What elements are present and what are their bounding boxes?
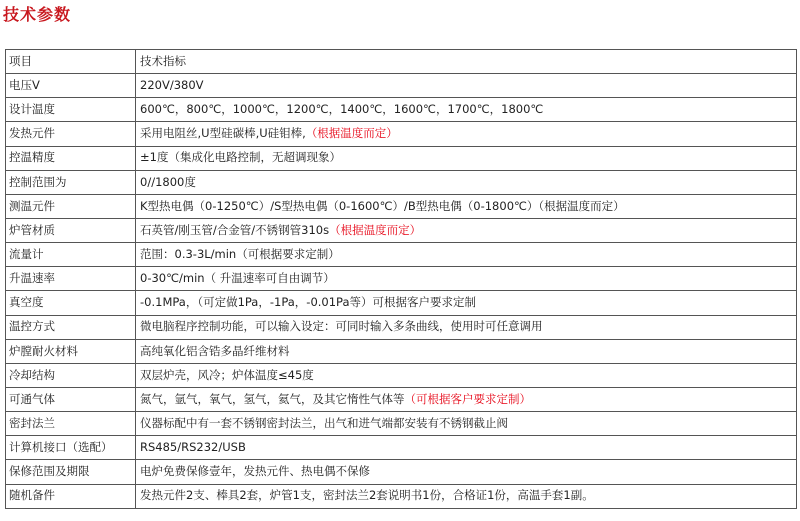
table-row xyxy=(6,170,797,194)
row-value-text: 氮气，氩气，氧气，氢气，氦气，及其它惰性气体等 xyxy=(140,391,405,406)
row-value xyxy=(136,460,797,484)
row-value-text: 双层炉壳，风冷；炉体温度≤45度 xyxy=(140,367,314,382)
row-label: 炉膛耐火材料 xyxy=(6,339,136,363)
table-row xyxy=(6,339,797,363)
table-row xyxy=(6,267,797,291)
row-value-text: 仪器标配中有一套不锈钢密封法兰，出气和进气端都安装有不锈钢截止阀 xyxy=(140,415,508,430)
header-value-cell: 技术指标 xyxy=(136,50,797,74)
row-value-text: 采用电阻丝,U型硅碳棒,U硅钼棒, xyxy=(140,126,306,141)
row-label: 设计温度 xyxy=(6,98,136,122)
row-value xyxy=(136,218,797,242)
row-value-note: （可根据客户要求定制） xyxy=(404,391,531,406)
row-value xyxy=(136,339,797,363)
row-value xyxy=(136,363,797,387)
row-label: 控温精度 xyxy=(6,146,136,170)
header-label-cell: 项目 xyxy=(6,50,136,74)
row-value xyxy=(136,412,797,436)
row-value xyxy=(136,194,797,218)
row-value xyxy=(136,436,797,460)
table-row xyxy=(6,122,797,146)
row-value-text: 0//1800度 xyxy=(140,174,196,189)
table-row xyxy=(6,315,797,339)
row-label: 真空度 xyxy=(6,291,136,315)
row-value xyxy=(136,170,797,194)
table-header-row xyxy=(6,50,797,74)
row-value-text: 高纯氧化铝含锆多晶纤维材料 xyxy=(140,343,290,358)
row-value xyxy=(136,243,797,267)
row-label: 炉管材质 xyxy=(6,218,136,242)
row-label: 测温元件 xyxy=(6,194,136,218)
row-value xyxy=(136,122,797,146)
page-title: 技术参数 xyxy=(3,5,72,24)
row-value-text: K型热电偶（0-1250℃）/S型热电偶（0-1600℃）/B型热电偶（0-1800℃）（根据温度而定） xyxy=(140,198,625,213)
row-label: 发热元件 xyxy=(6,122,136,146)
row-value xyxy=(136,74,797,98)
row-label: 电压V xyxy=(6,74,136,98)
row-label: 控制范围为 xyxy=(6,170,136,194)
table-row xyxy=(6,146,797,170)
row-value-text: 600℃，800℃，1000℃，1200℃，1400℃，1600℃，1700℃，1800℃ xyxy=(140,102,544,117)
table-row xyxy=(6,436,797,460)
row-value xyxy=(136,387,797,411)
table-row xyxy=(6,363,797,387)
row-value-text: 220V/380V xyxy=(140,77,204,92)
row-value-text: ±1度（集成化电路控制，无超调现象） xyxy=(140,150,341,165)
row-value-text: -0.1MPa，（可定做1Pa，-1Pa，-0.01Pa等）可根据客户要求定制 xyxy=(140,295,477,310)
row-value-text: RS485/RS232/USB xyxy=(140,440,246,455)
row-label: 保修范围及期限 xyxy=(6,460,136,484)
row-label: 升温速率 xyxy=(6,267,136,291)
row-value-text: 范围：0.3-3L/min（可根据要求定制） xyxy=(140,246,340,261)
row-value-text: 电炉免费保修壹年，发热元件、热电偶不保修 xyxy=(140,464,370,479)
row-label: 冷却结构 xyxy=(6,363,136,387)
row-label: 密封法兰 xyxy=(6,412,136,436)
row-value-text: 发热元件2支、棒具2套，炉管1支，密封法兰2套说明书1份，合格证1份，高温手套1副。 xyxy=(140,488,594,503)
spec-table xyxy=(5,49,797,509)
row-label: 计算机接口（选配） xyxy=(6,436,136,460)
row-value-text: 石英管/刚玉管/合金管/不锈钢管310s xyxy=(140,222,330,237)
row-value xyxy=(136,146,797,170)
row-value xyxy=(136,315,797,339)
row-value-text: 0-30℃/min（ 升温速率可自由调节） xyxy=(140,271,335,286)
row-label: 可通气体 xyxy=(6,387,136,411)
table-row xyxy=(6,387,797,411)
spec-table-body xyxy=(6,50,797,509)
row-value xyxy=(136,291,797,315)
row-value xyxy=(136,98,797,122)
row-value xyxy=(136,267,797,291)
row-value xyxy=(136,484,797,508)
table-row xyxy=(6,74,797,98)
table-row xyxy=(6,460,797,484)
table-row xyxy=(6,484,797,508)
table-row xyxy=(6,243,797,267)
row-label: 随机备件 xyxy=(6,484,136,508)
table-row xyxy=(6,98,797,122)
row-value-text: 微电脑程序控制功能，可以输入设定：可同时输入多条曲线，使用时可任意调用 xyxy=(140,319,543,334)
table-row xyxy=(6,412,797,436)
table-row xyxy=(6,194,797,218)
row-label: 温控方式 xyxy=(6,315,136,339)
row-value-note: （根据温度而定） xyxy=(329,222,422,237)
row-label: 流量计 xyxy=(6,243,136,267)
table-row xyxy=(6,218,797,242)
table-row xyxy=(6,291,797,315)
row-value-note: （根据温度而定） xyxy=(305,126,398,141)
